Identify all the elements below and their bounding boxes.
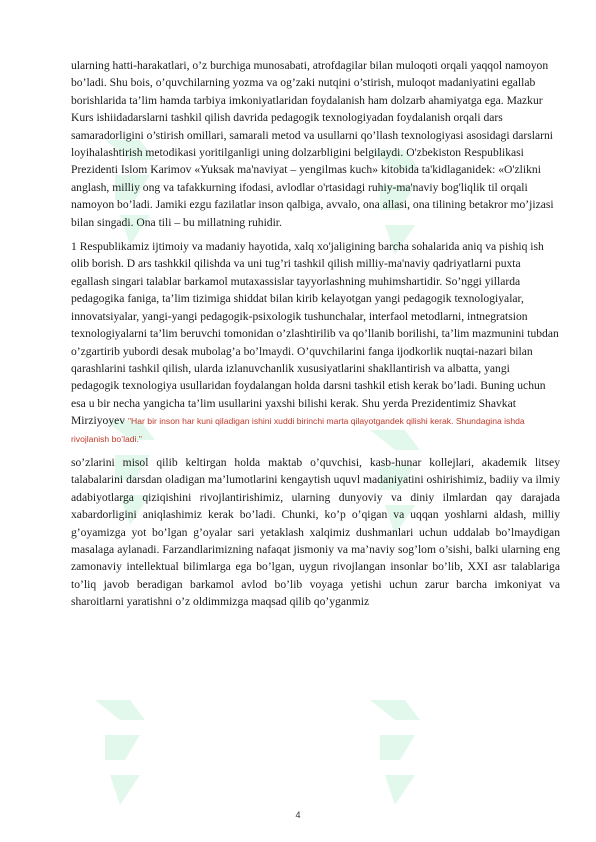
paragraph-conclusion: so’zlarini misol qilib keltirgan holda maktab o’quvchisi, kasb-hunar kollejlari, akademik litsey talabalarini darsdan oladigan ma’lumotlarini kengaytish uquvl madaniyatini oshirishimiz, badiiy va ilmiy adabiyotlarga qiziqishini rivojlantirishimiz, ularning dunyoviy va diniy ilmlardan qay darajada xabardorligini aniqlashimiz kerak bo’ladi. Chunki, ko’p o’qigan va uqqan yoshlarni aldash, milliy g’oyamizga yot bo’lgan g’oyalar sari yetaklash xalqimiz dushmanlari uchun uddalab bo’lmaydigan masalaga aylanadi. Farzandlarimizning nafaqat jismoniy va ma’naviy sog’lom o’sishi, balki ularning eng zamonaviy intellektual bilimlarga ega bo’lgan, uygun rivojlangan insonlar bo’lib, XXI asr talablariga to’liq javob beradigan barkamol avlod bo’lib voyaga yetishi uchun zarur barcha imkoniyat va sharoitlarni yaratishni o’z oldimmizga maqsad qilib qo’yganmiz	[71, 455, 560, 609]
paragraph-main-text: 1 Respublikamiz ijtimoiy va madaniy hayotida, xalq xo'jaligining barcha sohalarida aniq va pishiq ish olib borish. D ars tashkkil qilishda va uni tug’ri tashkil qilish milliy-ma'naviy qadriyatlarni puxta egallash singari talablar barkamol mutaxassislar tayyorlashning muhimshartidir. So’nggi yillarda pedagogika faniga, ta’lim tizimiga shiddat bilan kirib kelayotgan yangi pedagogik texnologiyalar, innovatsiyalar, yangi-yangi pedagogik-psixologik tushunchalar, interfaol metodlarni, intnegratsion texnologiyalarni ta’lim beruvchi tomonidan o’zlashtirilib va qo’llanib borilishi, ta’lim mazmunini tubdan o’zgartirib yubordi desak mubolag’a bo’lmaydi. O’quvchilarini fanga ijodkorlik nuqtai-nazari bilan qarashlarini tashkil qilish, ularda izlanuvchanlik xususiyatlarini shakllantirish va albatta, yangi pedagogik texnologiya usullaridan foydalangan holda darsni tashkil etish kerak bo’ladi. Buning uchun esa u bir necha yangicha ta’lim usullarini yaxshi bilishi kerak. Shu yerda Prezidentimiz Shavkat Mirziyoyev	[71, 240, 559, 428]
green-logo-icon	[85, 690, 155, 810]
president-quote: "Har bir inson har kuni qiladigan ishini xuddi birinchi marta qilayotgandek qilishi kerak. Shundagina ishda rivojlanish bo’ladi."	[71, 416, 525, 444]
green-logo-icon	[360, 690, 430, 810]
paragraph-main	[71, 238, 560, 447]
paragraph-intro: ularning hatti-harakatlari, o’z burchiga munosabati, atrofdagilar bilan muloqoti orqali yaqqol namoyon bo’ladi. Shu bois, o’quvchilarning yozma va og’zaki nutqini o’stirish, muloqot madaniyatini egallab borishlarida ta’lim hamda tarbiya imkoniyatlaridan foydalanish ham dolzarb ahamiyatga ega. Mazkur Kurs ishiidadarslarni tashkil qilish davrida pedagogik texnologiyadan foydalanish orqali dars samaradorligini o’stirish omillari, samarali metod va usullarni qo’llash texnologiyasi asosidagi darslarni loyihalashtirish metodikasi yoritilganligi uning dolzarbligini belgilaydi. O'zbekiston Respublikasi Prezidenti Islom Karimov «Yuksak ma'naviyat – yengilmas kuch» kitobida ta'kidlaganidek: «O'zlikni anglash, milliy ong va tafakkurning ifodasi, avlodlar o'rtasidagi ruhiy-ma'naviy bog'liqlik til orqali namoyon bo’ladi. Jamiki ezgu fazilatlar inson qalbiga, avvalo, ona allasi, ona tilining betakror mo’jizasi bilan singadi. Ona tili – bu millatning ruhidir.	[71, 59, 554, 229]
page-number: 4	[295, 810, 301, 820]
document-body	[71, 57, 560, 618]
